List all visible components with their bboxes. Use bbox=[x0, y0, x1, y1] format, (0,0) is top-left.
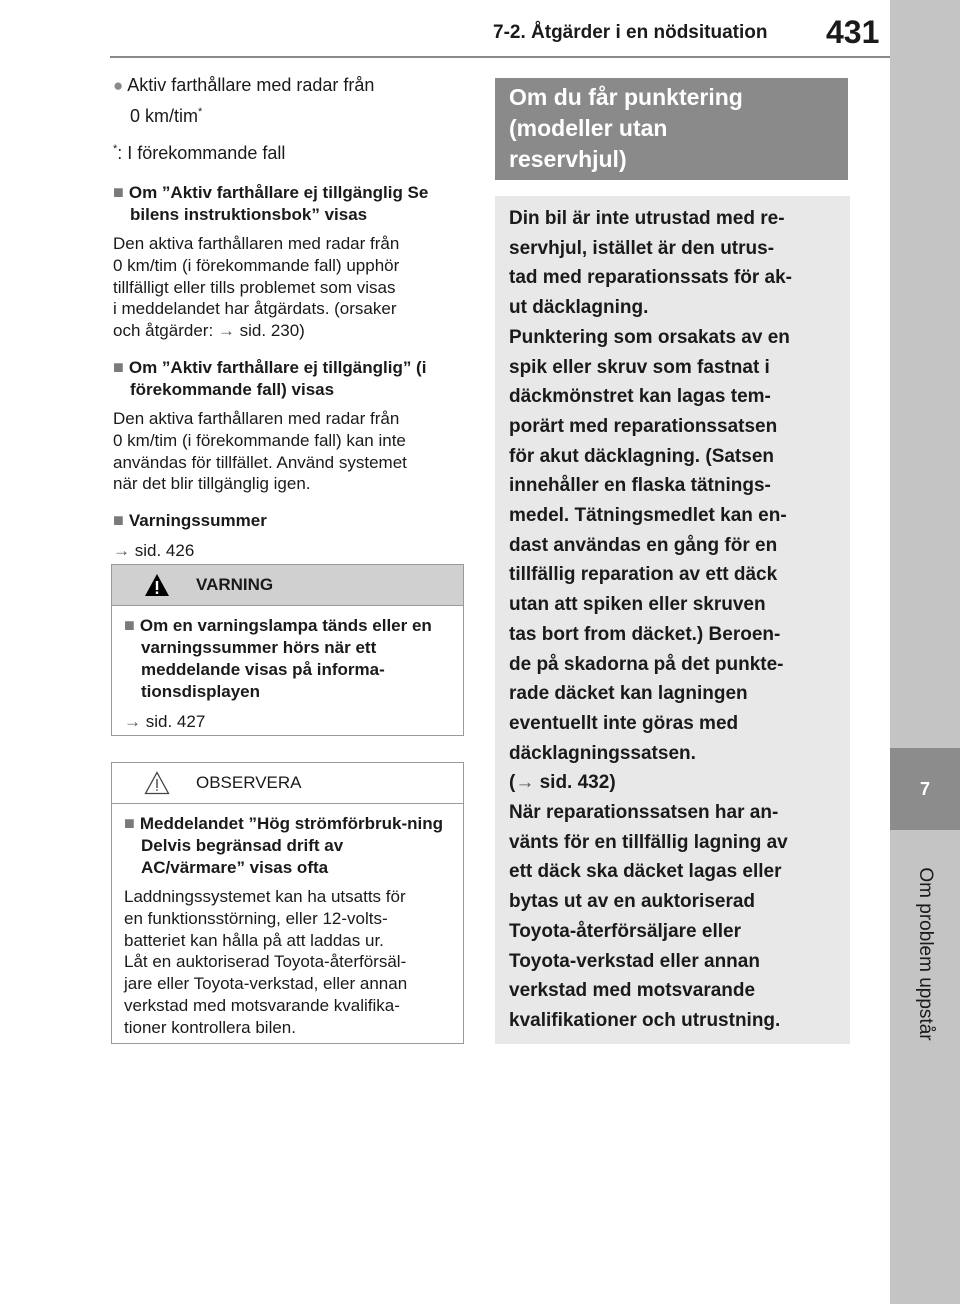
summary-line: tad med reparationssats för ak- bbox=[509, 267, 792, 289]
arrow-right-icon: → bbox=[515, 772, 540, 794]
left-column bbox=[113, 72, 465, 562]
section-title-box bbox=[495, 78, 848, 180]
header-divider bbox=[110, 56, 890, 58]
section-body bbox=[113, 408, 465, 495]
body-line: 0 km/tim (i förekommande fall) kan inte bbox=[113, 430, 406, 450]
arrow-right-icon: → bbox=[124, 712, 146, 731]
summary-line: rade däcket kan lagningen bbox=[509, 683, 748, 705]
summary-line: eventuellt inte göras med bbox=[509, 712, 739, 734]
body-line: jare eller Toyota-verkstad, eller annan bbox=[124, 974, 408, 994]
warning-title: VARNING bbox=[196, 575, 274, 594]
body-line: en funktionsstörning, eller 12-volts- bbox=[124, 908, 388, 928]
summary-line: dast användas en gång för en bbox=[509, 534, 778, 556]
notice-header bbox=[112, 763, 463, 804]
notice-heading bbox=[124, 812, 451, 879]
chapter-label: Om problem uppstår bbox=[915, 867, 936, 1041]
body-line: Den aktiva farthållaren med radar från bbox=[113, 408, 400, 428]
reference-line bbox=[124, 711, 451, 733]
bullet-text-line1: Aktiv farthållare med radar från bbox=[127, 75, 375, 95]
summary-line: de på skadorna på det punkte- bbox=[509, 653, 784, 675]
chapter-side-tab bbox=[890, 0, 960, 1304]
notice-text bbox=[124, 886, 451, 1039]
summary-line: ut däcklagning. bbox=[509, 297, 649, 319]
body-line: Laddningssystemet kan ha utsatts för bbox=[124, 887, 406, 906]
footnote-star: * bbox=[113, 143, 118, 155]
summary-line: Din bil är inte utrustad med re- bbox=[509, 208, 785, 229]
warning-box bbox=[111, 564, 464, 736]
warning-header bbox=[112, 565, 463, 606]
summary-line: utan att spiken eller skruven bbox=[509, 594, 766, 616]
square-bullet-icon: ■ bbox=[113, 356, 129, 377]
summary-line: spik eller skruv som fastnat i bbox=[509, 356, 770, 378]
body-line: verkstad med motsvarande kvalifika- bbox=[124, 995, 400, 1015]
footnote-text: : I förekommande fall bbox=[117, 143, 286, 163]
arrow-right-icon: → bbox=[217, 321, 240, 341]
body-line: användas för tillfället. Använd systemet bbox=[113, 452, 407, 472]
body-line: i meddelandet har åtgärdats. (orsaker bbox=[113, 299, 397, 319]
page-reference[interactable]: sid. 432) bbox=[539, 772, 616, 794]
body-line: och åtgärder: → sid. 230) bbox=[113, 321, 305, 341]
footnote-marker: * bbox=[198, 106, 203, 118]
summary-line: ett däck ska däcket lagas eller bbox=[509, 861, 782, 883]
section-body bbox=[113, 233, 465, 342]
bullet-dot-icon: ● bbox=[113, 76, 124, 95]
notice-title: OBSERVERA bbox=[196, 773, 302, 792]
page-number: 431 bbox=[826, 14, 880, 50]
summary-line: kvalifikationer och utrustning. bbox=[509, 1009, 781, 1031]
warning-heading-text: Om en varningslampa tänds eller en varningssummer hörs när ett meddelande visas på informa-tionsdisplayen bbox=[139, 616, 432, 701]
summary-line: Toyota-verkstad eller annan bbox=[509, 950, 760, 972]
section-heading-text: Om ”Aktiv farthållare ej tillgänglig Se bilens instruktionsbok” visas bbox=[128, 183, 429, 224]
notice-heading-text: Meddelandet ”Hög strömförbruk-ning Delvis begränsad drift av AC/värmare” visas ofta bbox=[139, 814, 444, 877]
caution-triangle-icon bbox=[144, 771, 170, 795]
summary-line: bytas ut av en auktoriserad bbox=[509, 891, 756, 913]
bullet-text-line2: 0 km/tim bbox=[130, 106, 199, 126]
summary-line: tillfällig reparation av ett däck bbox=[509, 564, 778, 586]
notice-box bbox=[111, 762, 464, 1044]
summary-line: innehåller en flaska tätnings- bbox=[509, 475, 771, 497]
arrow-right-icon: → bbox=[113, 541, 135, 561]
square-bullet-icon: ■ bbox=[124, 813, 140, 833]
body-line: tioner kontrollera bilen. bbox=[124, 1017, 296, 1037]
page-reference[interactable]: sid. 427 bbox=[145, 712, 206, 731]
body-line: Låt en auktoriserad Toyota-återförsäl- bbox=[124, 952, 407, 972]
summary-line: verkstad med motsvarande bbox=[509, 980, 756, 1002]
summary-line: däcklagningssatsen. bbox=[509, 742, 696, 764]
warning-body bbox=[112, 606, 463, 733]
section-heading-text: Om ”Aktiv farthållare ej tillgänglig” (i förekommande fall) visas bbox=[128, 357, 427, 399]
section-title-line: reservhjul) bbox=[509, 146, 627, 172]
summary-line: för akut däcklagning. (Satsen bbox=[509, 445, 774, 467]
summary-line: medel. Tätningsmedlet kan en- bbox=[509, 505, 787, 527]
chapter-number-tab: 7 bbox=[890, 748, 960, 830]
bullet-item-continued bbox=[113, 99, 465, 130]
body-line: Den aktiva farthållaren med radar från bbox=[113, 234, 400, 253]
page-reference[interactable]: sid. 426 bbox=[134, 541, 195, 561]
section-title-line: Om du får punktering bbox=[509, 84, 743, 110]
reference-line bbox=[113, 540, 465, 562]
notice-body bbox=[112, 804, 463, 1039]
summary-line: tas bort from däcket.) Beroen- bbox=[509, 623, 781, 645]
body-line: 0 km/tim (i förekommande fall) upphör bbox=[113, 255, 400, 275]
square-bullet-icon: ■ bbox=[124, 615, 140, 635]
section-heading-text: Varningssummer bbox=[128, 511, 267, 531]
summary-line: vänts för en tillfällig lagning av bbox=[509, 831, 788, 853]
section-heading bbox=[113, 509, 465, 532]
section-summary-box bbox=[495, 196, 850, 1044]
summary-line: Punktering som orsakats av en bbox=[509, 326, 790, 348]
page-reference[interactable]: sid. 230) bbox=[239, 321, 305, 341]
footnote bbox=[113, 136, 465, 167]
bullet-item bbox=[113, 72, 465, 99]
section-title-line: (modeller utan bbox=[509, 115, 668, 141]
warning-triangle-icon bbox=[144, 573, 170, 597]
summary-line: däckmönstret kan lagas tem- bbox=[509, 386, 771, 408]
square-bullet-icon: ■ bbox=[113, 182, 129, 202]
section-title: 7-2. Åtgärder i en nödsituation bbox=[493, 22, 768, 43]
body-line: när det blir tillgänglig igen. bbox=[113, 474, 311, 494]
warning-heading bbox=[124, 614, 451, 703]
section-heading bbox=[113, 356, 465, 401]
body-line: batteriet kan hålla på att laddas ur. bbox=[124, 930, 384, 950]
summary-line: servhjul, istället är den utrus- bbox=[509, 237, 775, 259]
body-line: tillfälligt eller tills problemet som visas bbox=[113, 277, 396, 297]
section-heading bbox=[113, 181, 465, 226]
summary-reference-line: (→ sid. 432) bbox=[509, 772, 616, 794]
summary-line: porärt med reparationssatsen bbox=[509, 415, 778, 437]
summary-line: När reparationssatsen har an- bbox=[509, 802, 779, 824]
square-bullet-icon: ■ bbox=[113, 510, 129, 531]
summary-line: Toyota-återförsäljare eller bbox=[509, 920, 741, 942]
